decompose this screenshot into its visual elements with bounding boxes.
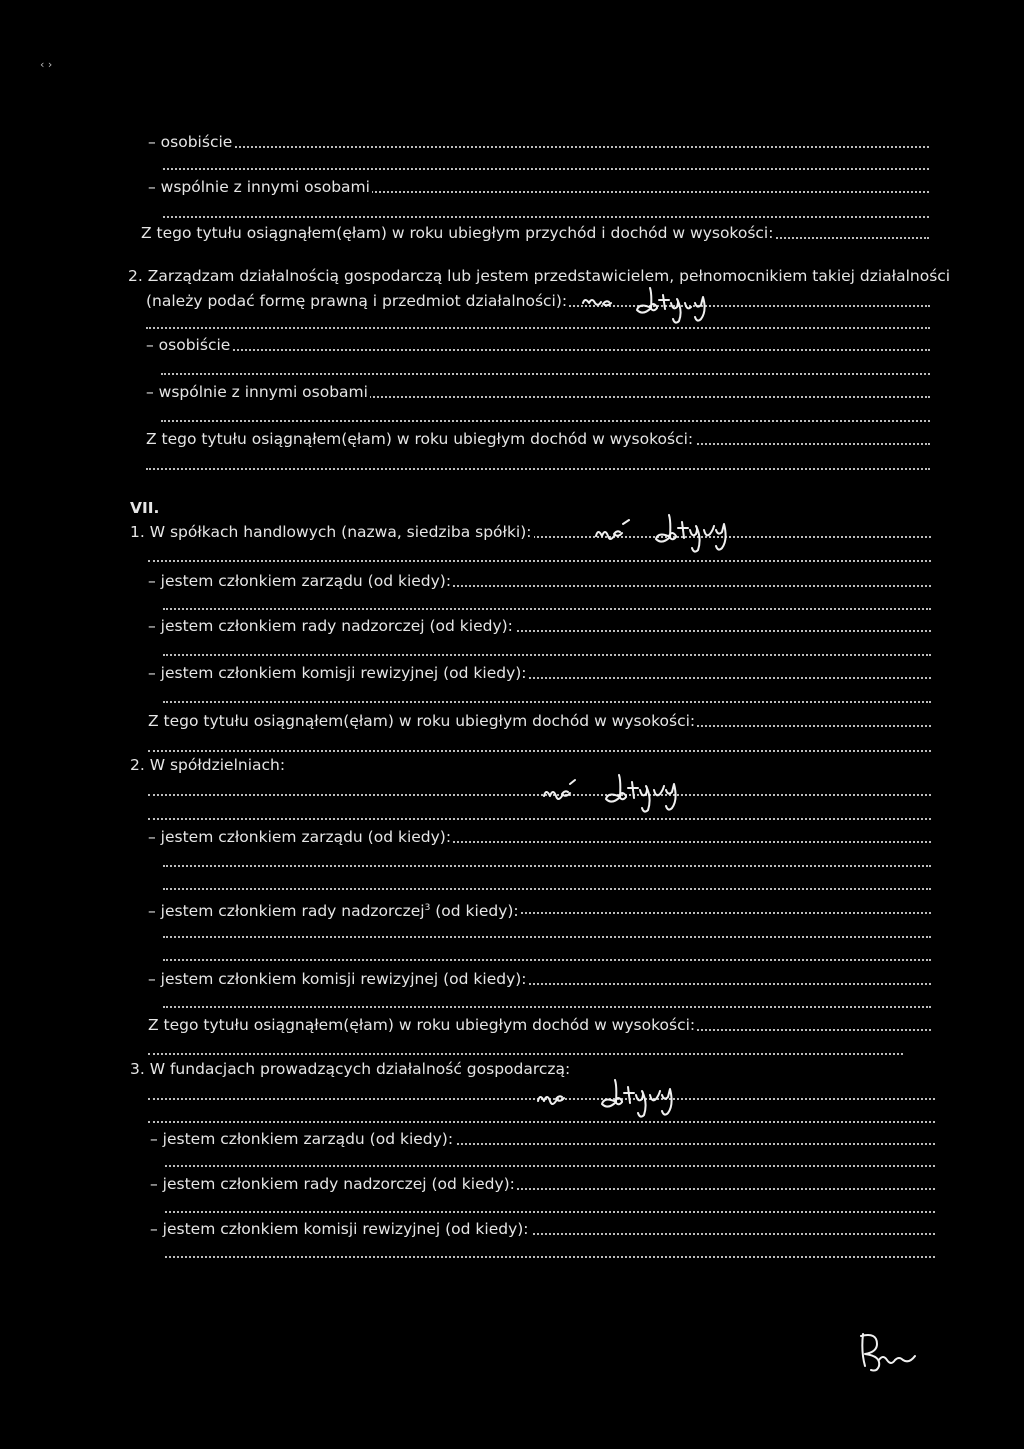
vi-item2-blank bbox=[146, 453, 930, 475]
vi-item2-text1: 2. Zarządzam działalnością gospodarczą lub jestem przedstawicielem, pełnomocnikiem takiej działalności bbox=[128, 267, 951, 285]
vii-3-zarzad-label: – jestem członkiem zarządu (od kiedy): bbox=[150, 1130, 454, 1148]
handwritten-note-vii3 bbox=[532, 1075, 712, 1130]
vii-3-rada-label: – jestem członkiem rady nadzorczej (od kiedy): bbox=[150, 1175, 515, 1193]
vii-3-blank bbox=[165, 1150, 935, 1172]
vii-3-blank bbox=[165, 1196, 935, 1218]
vi-przychod-line bbox=[141, 222, 929, 244]
vi-osobiscie-label: – osobiście bbox=[148, 133, 233, 151]
vii-3-rada-line bbox=[150, 1173, 935, 1195]
vi-item2-ztego-line bbox=[146, 428, 930, 450]
vii-2-blank bbox=[163, 991, 931, 1013]
vii-1-zarzad-line bbox=[148, 570, 931, 592]
vi-item2-ztego-label: Z tego tytułu osiągnąłem(ęłam) w roku ubiegłym dochód w wysokości: bbox=[146, 430, 694, 448]
vii-2-ztego-label: Z tego tytułu osiągnąłem(ęłam) w roku ubiegłym dochód w wysokości: bbox=[148, 1016, 696, 1034]
vii-heading-text: VII. bbox=[130, 499, 160, 517]
vii-2-rada-line bbox=[148, 897, 931, 919]
vi-item2-blank bbox=[146, 312, 930, 334]
handwritten-note-vii2 bbox=[538, 770, 718, 825]
vi-item2-blank bbox=[161, 405, 930, 427]
vi-przychod-label: Z tego tytułu osiągnąłem(ęłam) w roku ubiegłym przychód i dochód w wysokości: bbox=[141, 224, 774, 242]
vii-3-komisja-label: – jestem członkiem komisji rewizyjnej (od kiedy): bbox=[150, 1220, 529, 1238]
vi-item2-line1 bbox=[128, 265, 958, 287]
vii-2-blank bbox=[163, 850, 931, 872]
vii-2-zarzad-label: – jestem członkiem zarządu (od kiedy): bbox=[148, 828, 452, 846]
vii-1-blank bbox=[163, 639, 931, 661]
vii-1-rada-label: – jestem członkiem rady nadzorczej (od kiedy): bbox=[148, 617, 513, 635]
vi-item2-line2 bbox=[146, 290, 930, 312]
vii-1-ztego-label: Z tego tytułu osiągnąłem(ęłam) w roku ubiegłym dochód w wysokości: bbox=[148, 712, 696, 730]
vi-blank-line bbox=[163, 201, 929, 223]
vi-wspolnie-label: – wspólnie z innymi osobami bbox=[148, 178, 370, 196]
vii-1-komisja-label: – jestem członkiem komisji rewizyjnej (od kiedy): bbox=[148, 664, 527, 682]
vii-2-line bbox=[130, 754, 430, 776]
vii-2-komisja-label: – jestem członkiem komisji rewizyjnej (od kiedy): bbox=[148, 970, 527, 988]
vii-2-blank bbox=[163, 921, 931, 943]
vi-wspolnie-line bbox=[148, 176, 929, 198]
vi-item2-blank bbox=[161, 358, 930, 380]
vii-2-rada-label: – jestem członkiem rady nadzorczej$^3$ (od kiedy): bbox=[148, 902, 519, 919]
vii-3-blank bbox=[165, 1241, 935, 1263]
vi-osobiscie-line bbox=[148, 131, 929, 153]
header-marks: ‹ › bbox=[40, 58, 53, 71]
vii-2-komisja-line bbox=[148, 968, 931, 990]
vii-3-komisja-line bbox=[150, 1218, 935, 1240]
vii-1-line bbox=[130, 521, 931, 543]
vii-3-label: 3. W fundacjach prowadzących działalność gospodarczą: bbox=[130, 1060, 571, 1078]
handwritten-note-vii1 bbox=[590, 510, 770, 565]
vi-blank-line bbox=[163, 153, 929, 175]
vii-3-zarzad-line bbox=[150, 1128, 935, 1150]
vii-1-rada-line bbox=[148, 615, 931, 637]
vii-1-label: 1. W spółkach handlowych (nazwa, siedziba spółki): bbox=[130, 523, 532, 541]
vii-1-komisja-line bbox=[148, 662, 931, 684]
vi-item2-wspolnie-line bbox=[146, 381, 930, 403]
vii-1-blank bbox=[163, 686, 931, 708]
vi-item2-text2: (należy podać formę prawną i przedmiot działalności): bbox=[146, 292, 568, 310]
vi-item2-osobiscie-line bbox=[146, 334, 930, 356]
vii-2-label: 2. W spółdzielniach: bbox=[130, 756, 286, 774]
vii-1-blank bbox=[163, 593, 931, 615]
vii-2-blank bbox=[163, 873, 931, 895]
vii-2-zarzad-line bbox=[148, 826, 931, 848]
vii-2-blank bbox=[163, 944, 931, 966]
vi-item2-wspolnie-label: – wspólnie z innymi osobami bbox=[146, 383, 368, 401]
vii-1-zarzad-label: – jestem członkiem zarządu (od kiedy): bbox=[148, 572, 452, 590]
handwritten-note-vi2 bbox=[575, 283, 735, 333]
vi-item2-osobiscie-label: – osobiście bbox=[146, 336, 231, 354]
vii-2-blank bbox=[148, 1038, 903, 1060]
vii-heading bbox=[130, 497, 190, 519]
vii-1-ztego-line bbox=[148, 710, 931, 732]
signature-scribble bbox=[855, 1330, 925, 1375]
vii-1-blank bbox=[148, 545, 931, 567]
vii-2-ztego-line bbox=[148, 1014, 931, 1036]
